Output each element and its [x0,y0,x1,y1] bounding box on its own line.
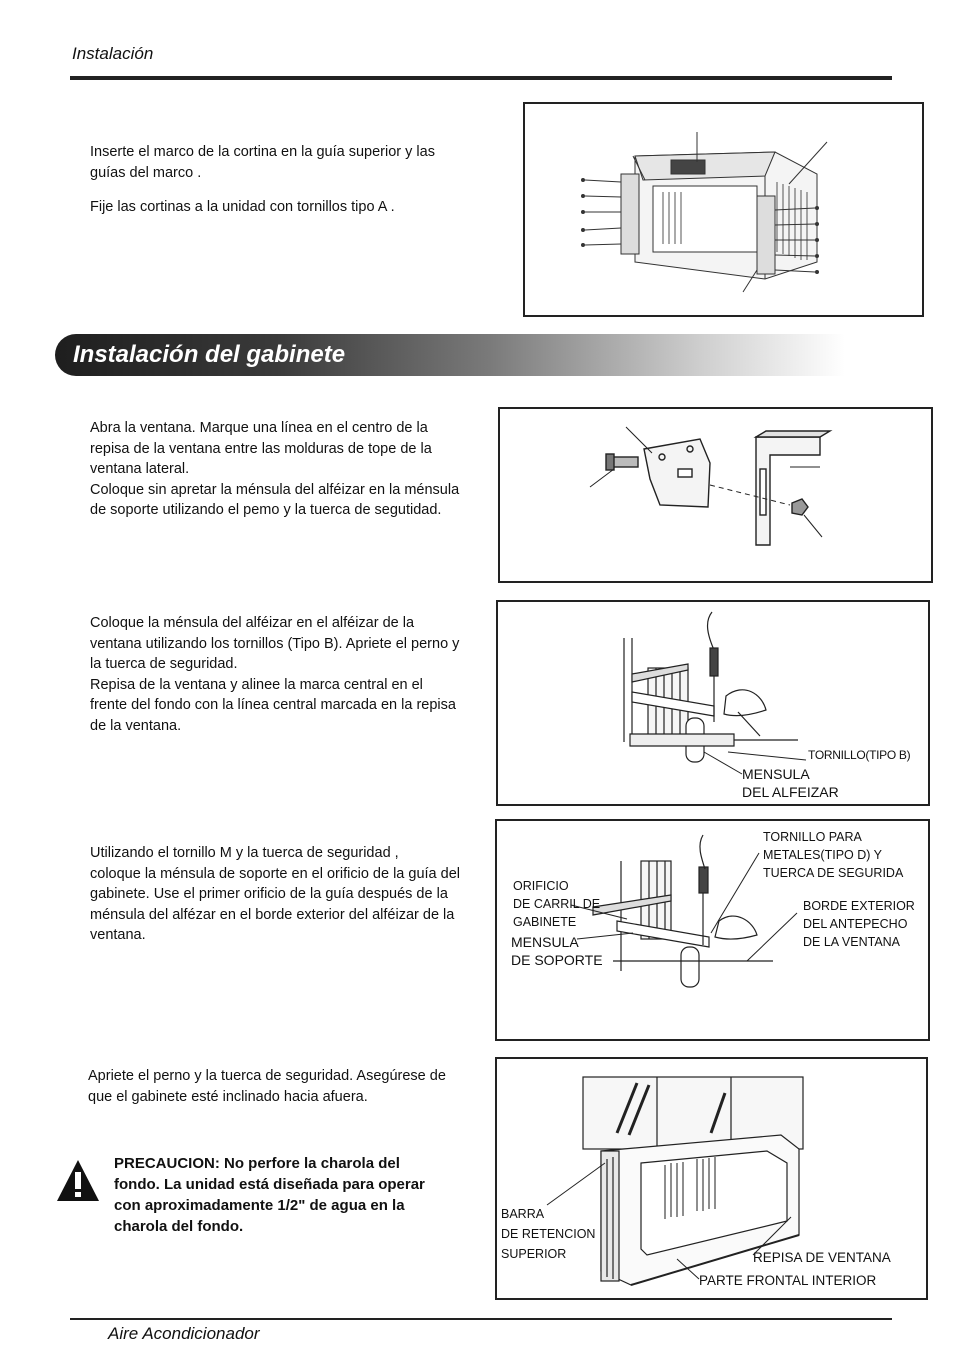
cabinet-in-window-figure [495,1057,928,1300]
step2-line: ventana utilizando los tornillos (Tipo B). Apriete el perno y [90,635,460,652]
step2-line: Repisa de la ventana y alinee la marca central en el [90,676,423,693]
step1-line: ventana lateral. [90,461,190,477]
step2-line: de la ventana. [90,717,182,734]
step4-instructions [88,1066,446,1107]
bracket-assembly-figure [498,407,933,583]
label-edge-2: DEL ANTEPECHO [803,917,908,931]
footer-rule [70,1318,892,1320]
caution-line: PRECAUCION: No perfore la charola del [114,1155,400,1172]
sill-bracket-figure [496,600,930,806]
step1-instructions [90,418,459,521]
label-hole-3: GABINETE [513,915,577,929]
step1-line: Coloque sin apretar la ménsula del alféizar en la ménsula [90,481,460,498]
caution-line: charola del fondo. [114,1218,244,1235]
step2-line: Coloque la ménsula del alféizar en el alféizar de la [90,615,415,631]
step3-line: gabinete. Use el primer orificio de la guía después de la [90,886,448,902]
label-bar-3: SUPERIOR [501,1247,567,1261]
step3-line: Utilizando el tornillo M y la tuerca de seguridad , [90,845,399,861]
step2-instructions [90,613,459,736]
label-screw-1: TORNILLO PARA [763,830,862,844]
curtain-line-2: guías del marco . [90,164,202,181]
label-hole-2: DE CARRIL DE [513,897,601,911]
label-support-2: DE SOPORTE [511,952,603,968]
label-support-1: MENSULA [511,934,579,950]
label-sill-bracket-1: MENSULA [742,766,810,782]
header-rule [70,76,892,80]
caution-notice [114,1153,425,1237]
banner-title: Instalación del gabinete [73,341,346,368]
step3-line: ventana. [90,927,146,943]
label-hole-1: ORIFICIO [513,879,569,893]
step2-line: frente del fondo con la línea central marcada en la repisa [90,697,456,713]
step2-line: la tuerca de seguridad. [90,656,238,672]
caution-line: fondo. La unidad está diseñada para operar [114,1176,425,1193]
footer-product-title: Aire Acondicionador [108,1324,260,1343]
warning-icon [55,1158,101,1204]
label-screw-3: TUERCA DE SEGURIDA [763,866,904,880]
curtain-instructions [90,142,435,218]
label-bar-2: DE RETENCION [501,1227,596,1241]
bracket-illustration [500,409,931,581]
label-interior-front: PARTE FRONTAL INTERIOR [699,1273,877,1288]
label-sill-bracket-2: DEL ALFEIZAR [742,784,839,800]
step1-line: repisa de la ventana entre las molduras de tope de la [90,440,432,457]
step3-instructions [90,843,460,946]
step3-line: coloque la ménsula de soporte en el orificio de la guía del [90,865,460,882]
step1-line: Abra la ventana. Marque una línea en el centro de la [90,420,428,436]
label-edge-3: DE LA VENTANA [803,935,901,949]
label-bar-1: BARRA [501,1207,545,1221]
label-screw-type-b: TORNILLO(TIPO B) [808,748,911,762]
support-bracket-figure [495,819,930,1041]
section-header-title: Instalación [72,44,154,63]
label-window-sill: REPISA DE VENTANA [753,1250,891,1265]
step4-line: Apriete el perno y la tuerca de seguridad. Asegúrese de [88,1068,446,1084]
curtain-line-3: Fije las cortinas a la unidad con tornillos tipo A . [90,199,395,215]
curtain-unit-illustration [525,104,922,315]
caution-line: con aproximadamente 1/2" de agua en la [114,1197,405,1214]
step1-line: de soporte utilizando el pemo y la tuerca de segutidad. [90,502,442,518]
step3-line: ménsula del alfézar en el borde exterior del alféizar de la [90,906,455,923]
label-screw-2: METALES(TIPO D) Y [763,848,883,862]
sill-bracket-illustration [498,602,928,804]
label-edge-1: BORDE EXTERIOR [803,899,915,913]
curtain-line-1: Inserte el marco de la cortina en la guía superior y las [90,144,435,160]
curtain-figure [523,102,924,317]
step4-line: que el gabinete esté inclinado hacia afuera. [88,1088,368,1105]
